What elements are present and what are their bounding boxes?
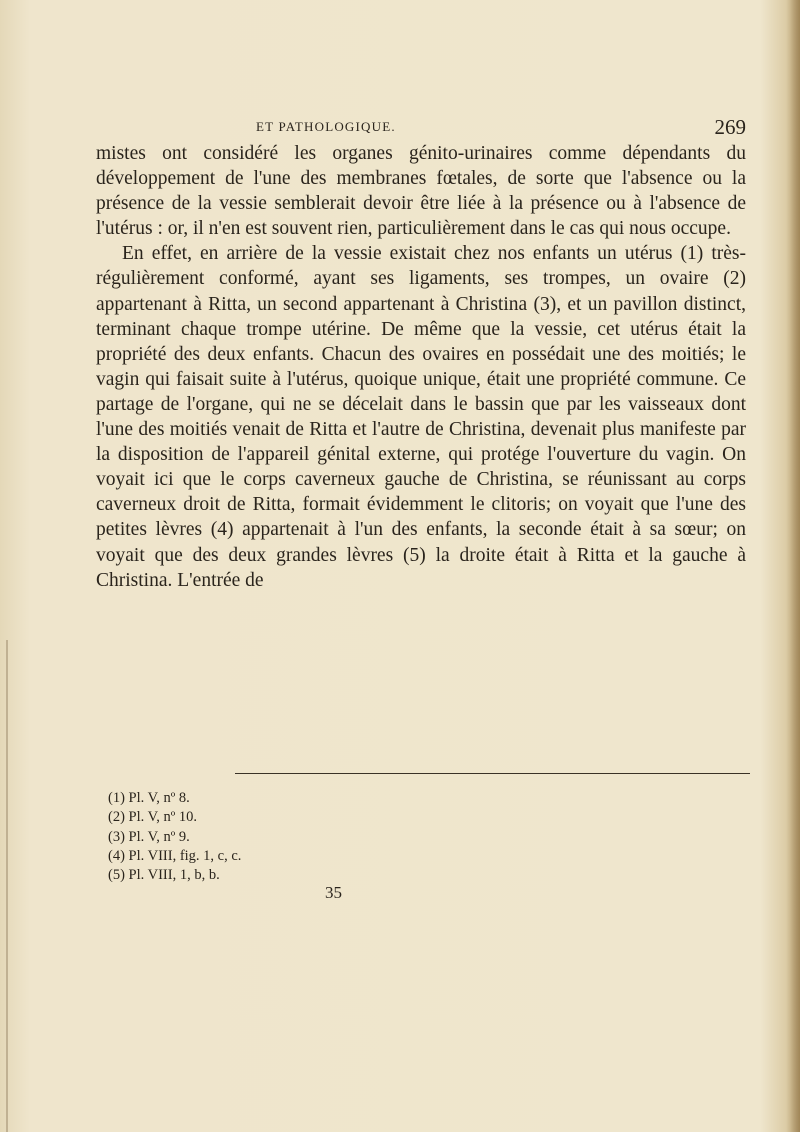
footnote-3: (3) Pl. V, nº 9. xyxy=(108,828,190,845)
page-edge-shadow xyxy=(786,0,800,1132)
paragraph-2: En effet, en arrière de la vessie existait chez nos enfants un utérus (1) très-régulièrement conformé, ayant ses ligaments, ses trompes, un ovaire (2) appartenant à Ritta, un second appartenant à Christina (3), et un pavillon distinct, terminant chaque trompe utérine. De même que la vessie, cet utérus était la propriété des deux enfants. Chacun des ovaires en possédait une des moitiés; le vagin qui faisait suite à l'utérus, quoique unique, était une propriété commune. Ce partage de l'organe, qui ne se décelait dans le bassin que par les vaisseaux dont l'une des moitiés venait de Ritta et l'autre de Christina, devenait plus manifeste par la disposition de l'appareil génital externe, qui protége l'ouverture du vagin. On voyait ici que le corps caverneux gauche de Christina, se réunissant au corps caverneux droit de Ritta, formait évidemment le clitoris; on voyait que l'une des petites lèvres (4) appartenait à l'un des enfants, la seconde était à sa sœur; on voyait que des deux grandes lèvres (5) la droite était à Ritta et la gauche à Christina. L'entrée de xyxy=(96,243,746,591)
footnote-2: (2) Pl. V, nº 10. xyxy=(108,809,197,826)
footnote-5: (5) Pl. VIII, 1, b, b. xyxy=(108,867,220,884)
signature-mark: 35 xyxy=(325,883,342,902)
footnotes xyxy=(108,789,508,885)
page-gutter-line xyxy=(6,640,8,1132)
page-number: 269 xyxy=(714,115,746,139)
body-text xyxy=(96,141,746,593)
footnote-4: (4) Pl. VIII, fig. 1, c, c. xyxy=(108,847,242,864)
paragraph-1: mistes ont considéré les organes génito-urinaires comme dépendants du développement de l'une des membranes fœtales, de sorte que l'absence ou la présence de la vessie semblerait devoir être liée à la présence ou à l'absence de l'utérus : or, il n'en est souvent rien, particulièrement dans le cas qui nous occupe. xyxy=(96,143,746,240)
running-head: ET PATHOLOGIQUE. xyxy=(256,119,396,134)
footnote-divider xyxy=(235,773,750,774)
footnote-1: (1) Pl. V, nº 8. xyxy=(108,790,190,806)
